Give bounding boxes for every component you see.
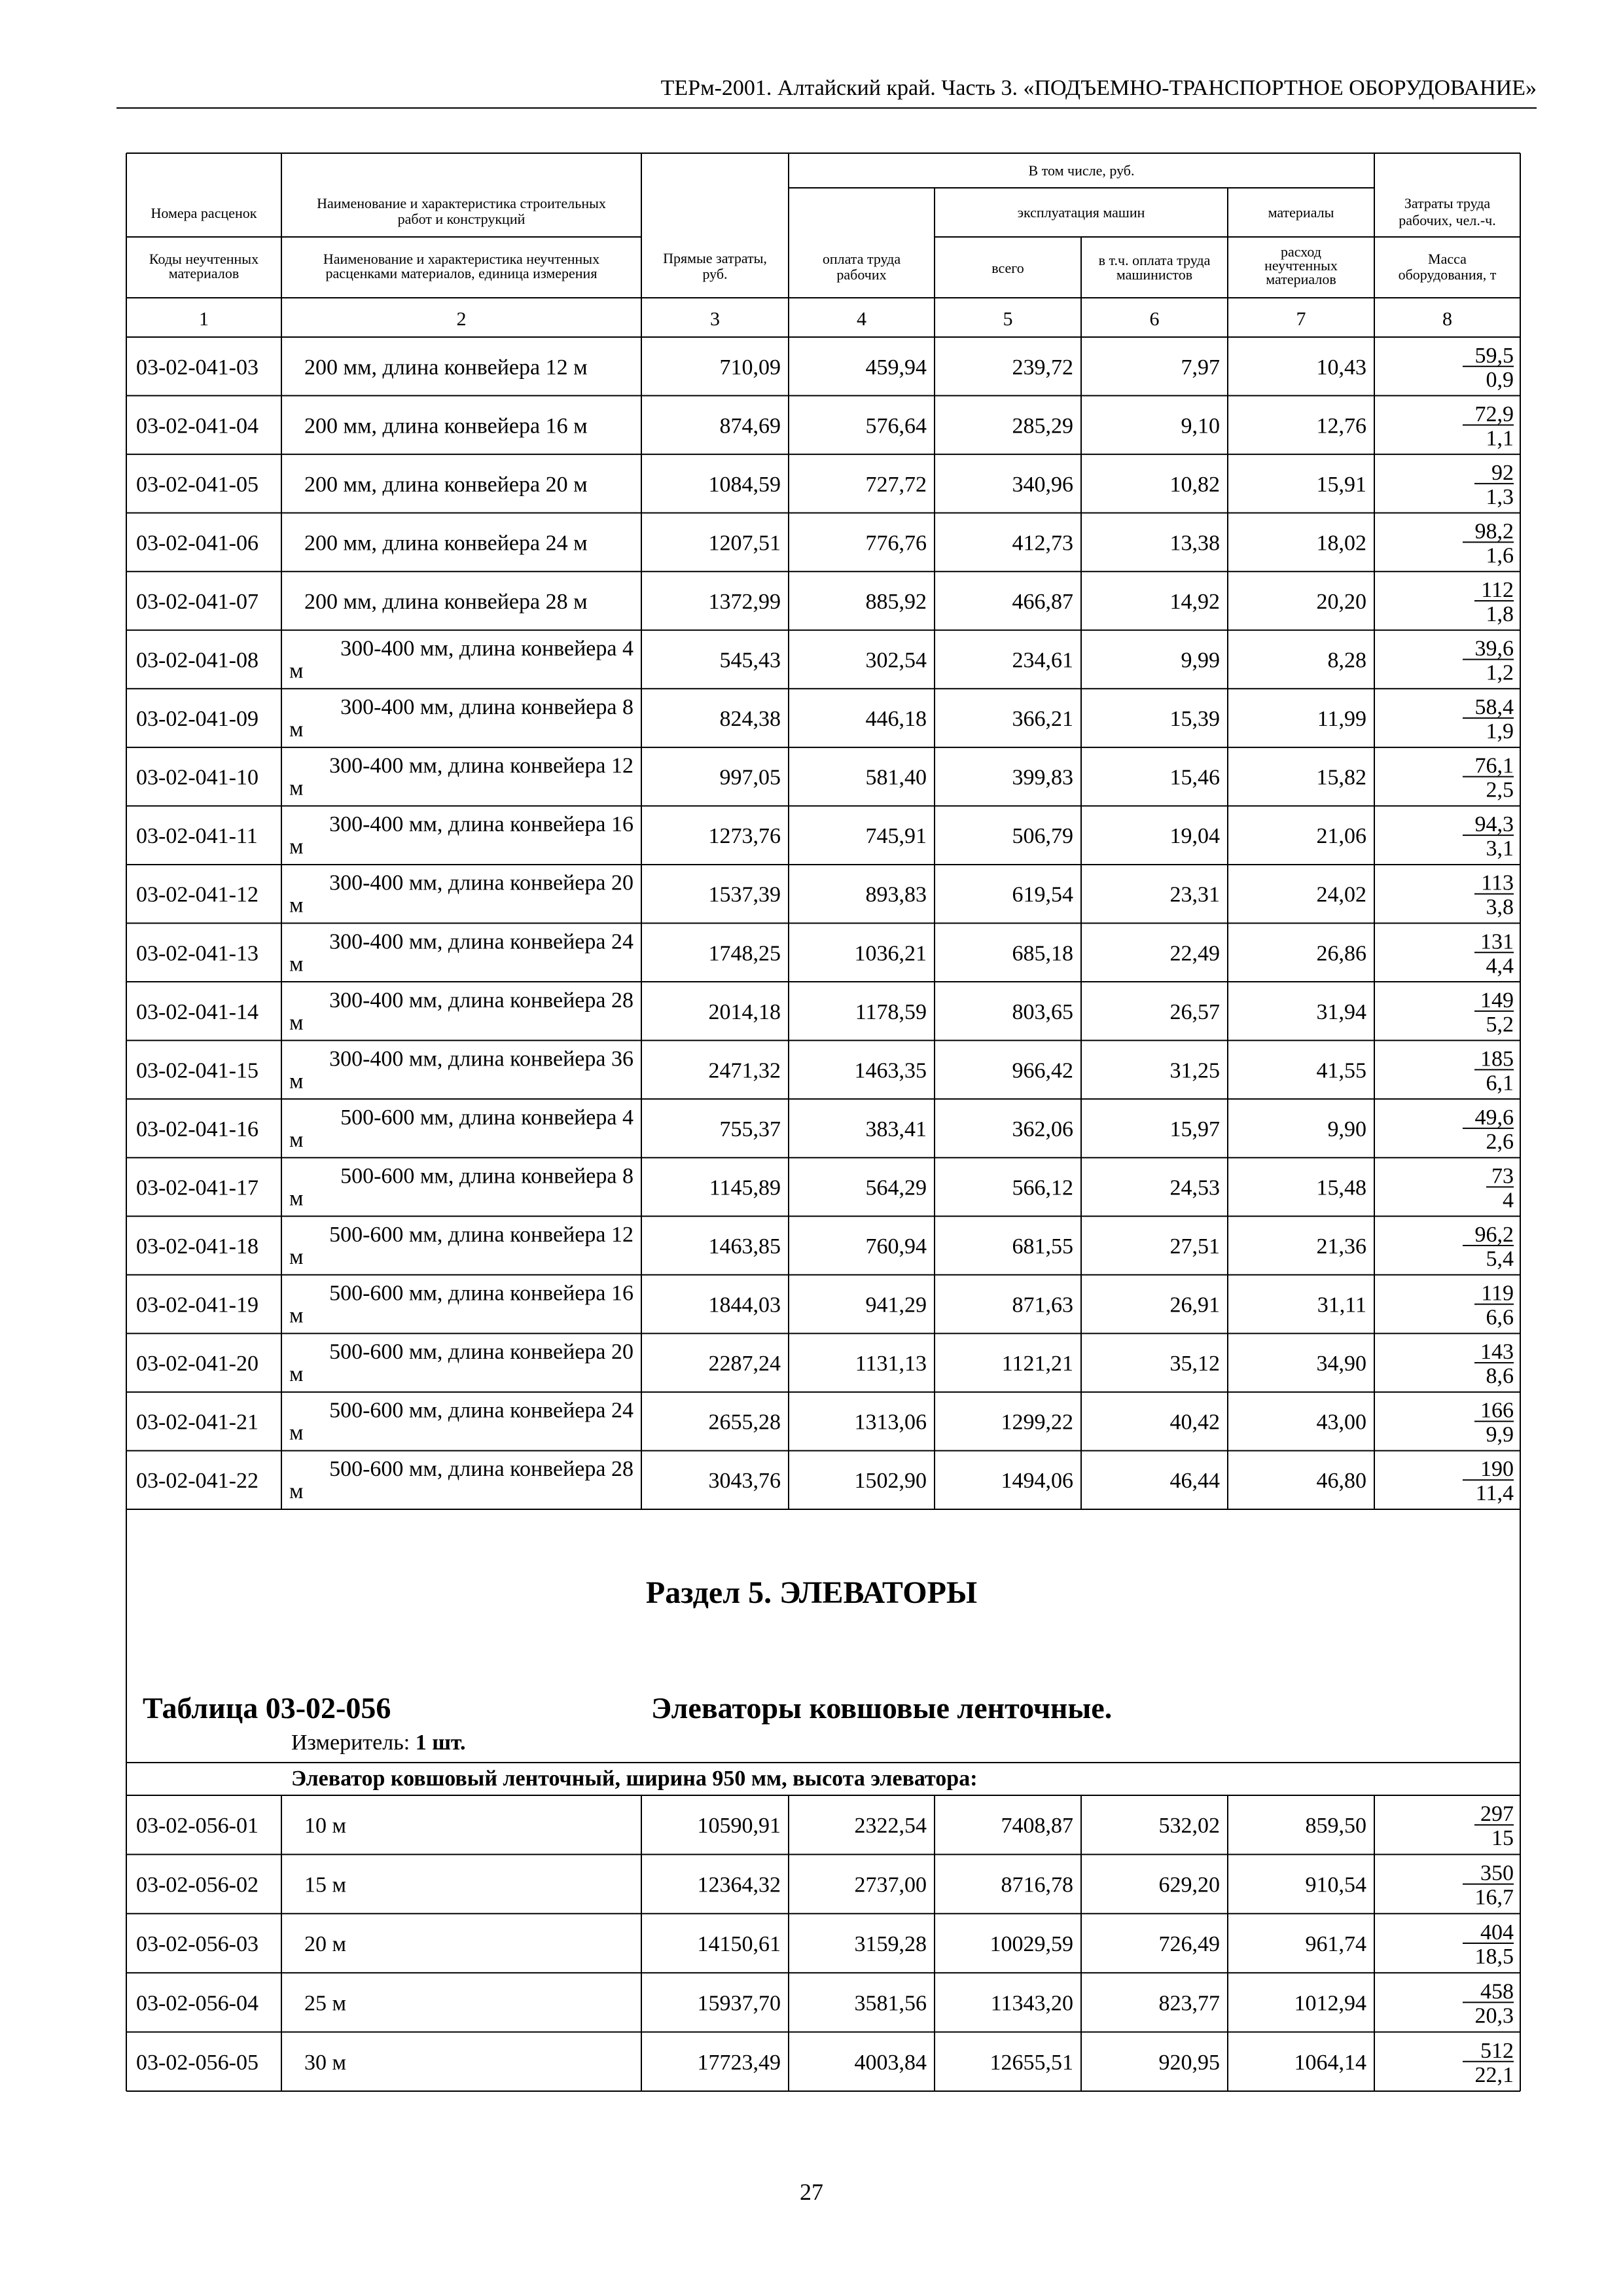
header-work-name: Наименование и характеристика строительных [317,195,606,211]
header-labor-hours: Затраты труда [1404,195,1491,211]
table-row-direct-costs: 1084,59 [708,472,781,497]
table-row-code: 03-02-041-10 [136,765,259,790]
table-row-equipment-mass: 3,1 [1486,836,1514,861]
table-row-name: 300-400 мм, длина конвейера 28 [329,988,633,1013]
header-labor-pay: оплата труда [822,251,901,267]
table-row-operator-pay: 46,44 [1169,1469,1220,1494]
table-row-operator-pay: 26,57 [1169,999,1220,1024]
table-row-equipment-mass: 3,8 [1486,895,1514,920]
table-row-direct-costs: 1537,39 [708,882,781,907]
table-row-machines-total: 340,96 [1012,472,1073,497]
table-row-code: 03-02-056-01 [136,1814,259,1839]
table-row-code: 03-02-041-05 [136,472,259,497]
table-row-operator-pay: 629,20 [1158,1873,1220,1897]
table-row-labor-hours: 131 [1480,929,1514,954]
table-row-machines-total: 1494,06 [1001,1469,1073,1494]
table-row-machines-total: 506,79 [1012,824,1073,849]
table-row-operator-pay: 19,04 [1169,824,1220,849]
table-row-name: 200 мм, длина конвейера 20 м [304,472,588,497]
table-row-machines-total: 12655,51 [990,2050,1073,2075]
table-row-operator-pay: 23,31 [1169,882,1220,907]
table-row-materials: 15,91 [1316,472,1366,497]
table-row-labor-hours: 297 [1480,1802,1514,1827]
table-row-code: 03-02-041-14 [136,999,259,1024]
table-row-equipment-mass: 6,1 [1486,1071,1514,1096]
table-row-labor-hours: 166 [1480,1398,1514,1423]
table-row-equipment-mass: 8,6 [1486,1364,1514,1389]
table-row-code: 03-02-056-05 [136,2050,259,2075]
table-row-labor-hours: 143 [1480,1340,1514,1365]
table-row-labor-pay: 576,64 [865,414,927,439]
table-row-code: 03-02-041-06 [136,531,259,556]
table-row-code: 03-02-041-19 [136,1293,259,1318]
column-number: 1 [199,308,209,330]
table-row-machines-total: 234,61 [1012,648,1073,673]
table-row-labor-hours: 458 [1480,1979,1514,2004]
table-row-name: 300-400 мм, длина конвейера 8 [340,695,633,720]
table-row-labor-hours: 185 [1480,1047,1514,1071]
header-material-consumption: материалов [1266,271,1336,287]
table-row-labor-pay: 1036,21 [854,941,927,966]
measure-value: 1 шт. [415,1731,466,1755]
table-row-materials: 15,82 [1316,765,1366,790]
header-direct-costs: Прямые затраты, [663,250,767,266]
table-row-name-unit: м [289,893,304,918]
table-row-direct-costs: 1748,25 [708,941,781,966]
table-row-operator-pay: 823,77 [1158,1991,1220,2016]
table-row-operator-pay: 9,99 [1181,648,1220,673]
table-row-code: 03-02-041-20 [136,1352,259,1376]
measure-label: Измеритель: [291,1731,416,1755]
table-row-materials: 18,02 [1316,531,1366,556]
table-row-operator-pay: 26,91 [1169,1293,1220,1318]
table-row-direct-costs: 1145,89 [709,1175,781,1200]
table-row-name: 200 мм, длина конвейера 12 м [304,355,588,380]
table-row-labor-hours: 350 [1480,1861,1514,1886]
table-row-name-unit: м [289,1069,304,1094]
table-row-name: 300-400 мм, длина конвейера 24 [329,929,633,954]
header-operator-pay: в т.ч. оплата труда [1098,252,1211,268]
table-row-labor-hours: 92 [1491,460,1514,485]
table-row-name: 200 мм, длина конвейера 28 м [304,589,588,614]
table-row-materials: 11,99 [1317,707,1366,732]
table-row-labor-pay: 1178,59 [855,999,927,1024]
table-row-direct-costs: 1463,85 [708,1234,781,1259]
page-number: 27 [800,2179,823,2205]
table-row-name-unit: м [289,1010,304,1035]
table-row-machines-total: 566,12 [1012,1175,1073,1200]
header-material-codes: Коды неучтенных [149,251,259,267]
table-row-machines-total: 285,29 [1012,414,1073,439]
table-row-equipment-mass: 11,4 [1475,1481,1514,1506]
table-row-name-unit: м [289,776,304,800]
table-row-labor-hours: 58,4 [1474,695,1514,720]
table-row-operator-pay: 7,97 [1181,355,1220,380]
table-row-materials: 41,55 [1316,1058,1366,1083]
table-row-direct-costs: 2287,24 [708,1352,781,1376]
table-row-labor-hours: 190 [1480,1457,1514,1482]
table-row-direct-costs: 10590,91 [697,1814,781,1839]
table-row-name-unit: м [289,1303,304,1328]
table-row-labor-hours: 112 [1481,577,1514,602]
table-row-name-unit: м [289,1420,304,1445]
table-row-labor-hours: 512 [1480,2038,1514,2063]
table-row-materials: 1012,94 [1294,1991,1366,2016]
header-equipment-mass: Масса [1428,251,1467,267]
table-row-machines-total: 8716,78 [1001,1873,1073,1897]
column-number: 4 [857,308,866,330]
table-row-equipment-mass: 1,2 [1486,660,1514,685]
table-row-materials: 20,20 [1316,589,1366,614]
table-row-labor-hours: 59,5 [1474,343,1514,368]
table-row-name-unit: м [289,1479,304,1504]
table-row-name-unit: м [289,658,304,683]
table-row-materials: 26,86 [1316,941,1366,966]
table-row-materials: 910,54 [1305,1873,1366,1897]
page-header-title: ТЕРм-2001. Алтайский край. Часть 3. «ПОДЪЕМНО-ТРАНСПОРТНОЕ ОБОРУДОВАНИЕ» [660,76,1537,100]
table-row-equipment-mass: 9,9 [1486,1422,1514,1447]
table-row-equipment-mass: 1,3 [1486,484,1514,509]
table-row-labor-hours: 39,6 [1474,636,1514,661]
header-work-name: работ и конструкций [397,211,526,227]
table-row-direct-costs: 755,37 [719,1117,781,1141]
table-row-operator-pay: 22,49 [1169,941,1220,966]
table-row-labor-pay: 446,18 [865,707,927,732]
header-labor-hours: рабочих, чел.-ч. [1399,212,1496,228]
table-row-labor-pay: 776,76 [865,531,927,556]
table-row-labor-pay: 1502,90 [854,1469,927,1494]
table-row-name: 500-600 мм, длина конвейера 8 [340,1164,633,1189]
column-number: 3 [710,308,720,330]
table-row-equipment-mass: 1,9 [1486,719,1514,744]
table-row-materials: 46,80 [1316,1469,1366,1494]
table-row-labor-pay: 383,41 [865,1117,927,1141]
table-row-operator-pay: 31,25 [1169,1058,1220,1083]
table-row-labor-pay: 4003,84 [854,2050,927,2075]
table-row-name: 500-600 мм, длина конвейера 16 [329,1281,633,1306]
table-row-equipment-mass: 2,5 [1486,778,1514,802]
table-row-labor-pay: 302,54 [865,648,927,673]
table-row-labor-pay: 2322,54 [854,1814,927,1839]
table-row-machines-total: 619,54 [1012,882,1073,907]
table-row-direct-costs: 2471,32 [708,1058,781,1083]
table-row-equipment-mass: 4,4 [1486,954,1514,978]
table-row-labor-hours: 404 [1480,1920,1514,1945]
table-row-code: 03-02-041-03 [136,355,259,380]
table-row-name-unit: м [289,1186,304,1211]
table-row-name: 300-400 мм, длина конвейера 36 [329,1047,633,1071]
table-row-operator-pay: 35,12 [1169,1352,1220,1376]
table-row-code: 03-02-041-15 [136,1058,259,1083]
table-row-direct-costs: 1372,99 [708,589,781,614]
table-row-name-unit: м [289,952,304,977]
header-labor-pay: рабочих [836,266,887,283]
table-row-code: 03-02-041-21 [136,1410,259,1435]
table-row-name: 500-600 мм, длина конвейера 28 [329,1457,633,1482]
table-row-materials: 961,74 [1305,1932,1366,1956]
table-row-name-unit: м [289,1362,304,1387]
header-machines-total: всего [991,260,1024,276]
header-material-codes: материалов [168,265,240,281]
table-row-name: 300-400 мм, длина конвейера 16 [329,812,633,837]
table-row-labor-pay: 3159,28 [854,1932,927,1956]
table-row-code: 03-02-056-03 [136,1932,259,1956]
table-row-direct-costs: 14150,61 [697,1932,781,1956]
table-row-materials: 43,00 [1316,1410,1366,1435]
header-machines: эксплуатация машин [1017,204,1145,221]
table-row-operator-pay: 10,82 [1169,472,1220,497]
table-row-code: 03-02-041-12 [136,882,259,907]
table-row-name: 10 м [304,1814,347,1839]
table-row-machines-total: 10029,59 [990,1932,1073,1956]
table-row-name-unit: м [289,717,304,742]
table-row-equipment-mass: 1,6 [1486,543,1514,568]
table-row-code: 03-02-041-22 [136,1469,259,1494]
table-row-code: 03-02-056-02 [136,1873,259,1897]
table-row-materials: 24,02 [1316,882,1366,907]
table-row-labor-pay: 3581,56 [854,1991,927,2016]
section-title: Раздел 5. ЭЛЕВАТОРЫ [645,1575,978,1610]
table-row-labor-hours: 72,9 [1474,402,1514,427]
table-row-machines-total: 11343,20 [990,1991,1073,2016]
table-row-labor-hours: 73 [1491,1164,1514,1189]
table-row-name: 30 м [304,2050,347,2075]
table-row-materials: 21,06 [1316,824,1366,849]
table-row-equipment-mass: 15 [1491,1826,1514,1851]
table-row-direct-costs: 824,38 [719,707,781,732]
table-row-labor-hours: 76,1 [1474,753,1514,778]
table-row-materials: 34,90 [1316,1352,1366,1376]
table-row-name-unit: м [289,834,304,859]
table-row-name: 20 м [304,1932,347,1956]
table-row-equipment-mass: 0,9 [1486,367,1514,392]
table-row-name: 300-400 мм, длина конвейера 4 [340,636,633,661]
table-row-name: 200 мм, длина конвейера 24 м [304,531,588,556]
table-row-equipment-mass: 1,1 [1486,426,1514,451]
table-row-materials: 1064,14 [1294,2050,1366,2075]
table-row-equipment-mass: 20,3 [1474,2003,1514,2028]
table-row-labor-pay: 893,83 [865,882,927,907]
column-number: 7 [1296,308,1306,330]
table-row-labor-hours: 149 [1480,988,1514,1013]
table-row-labor-pay: 1313,06 [854,1410,927,1435]
table-row-operator-pay: 532,02 [1158,1814,1220,1839]
table-row-materials: 31,94 [1316,999,1366,1024]
table-row-materials: 31,11 [1317,1293,1366,1318]
table-row-name-unit: м [289,1127,304,1152]
table-row-machines-total: 685,18 [1012,941,1073,966]
table-row-equipment-mass: 1,8 [1486,601,1514,626]
table-row-machines-total: 803,65 [1012,999,1073,1024]
header-material-name: Наименование и характеристика неучтенных [323,251,600,267]
header-operator-pay: машинистов [1116,266,1193,283]
table-row-materials: 21,36 [1316,1234,1366,1259]
table-row-equipment-mass: 22,1 [1474,2062,1514,2087]
column-number: 5 [1003,308,1013,330]
table-row-equipment-mass: 2,6 [1486,1129,1514,1154]
table-row-direct-costs: 3043,76 [708,1469,781,1494]
header-materials: материалы [1268,204,1334,221]
table-row-name: 200 мм, длина конвейера 16 м [304,414,588,439]
table-row-code: 03-02-041-04 [136,414,259,439]
table-row-machines-total: 7408,87 [1001,1814,1073,1839]
header-equipment-mass: оборудования, т [1398,266,1497,283]
table-row-direct-costs: 1273,76 [708,824,781,849]
table-row-machines-total: 1299,22 [1001,1410,1073,1435]
table-row-operator-pay: 15,39 [1169,707,1220,732]
table-row-labor-pay: 2737,00 [854,1873,927,1897]
table-row-operator-pay: 15,46 [1169,765,1220,790]
table-row-equipment-mass: 4 [1503,1188,1514,1213]
table-row-labor-pay: 564,29 [865,1175,927,1200]
table-row-name: 300-400 мм, длина конвейера 12 [329,753,633,778]
table-row-name: 500-600 мм, длина конвейера 24 [329,1398,633,1423]
table-row-equipment-mass: 5,2 [1486,1012,1514,1037]
table-row-direct-costs: 1844,03 [708,1293,781,1318]
table-row-machines-total: 871,63 [1012,1293,1073,1318]
table-row-labor-hours: 96,2 [1474,1223,1514,1247]
group-title: Элеватор ковшовый ленточный, ширина 950 мм, высота элеватора: [291,1767,978,1791]
table-row-materials: 12,76 [1316,414,1366,439]
header-material-consumption: расход [1281,243,1321,260]
column-number: 6 [1149,308,1160,330]
table-row-direct-costs: 997,05 [719,765,781,790]
table-row-labor-pay: 1131,13 [855,1352,927,1376]
header-material-consumption: неучтенных [1264,257,1338,274]
table-row-materials: 8,28 [1327,648,1366,673]
table-row-operator-pay: 24,53 [1169,1175,1220,1200]
table-row-operator-pay: 9,10 [1181,414,1220,439]
table-row-machines-total: 681,55 [1012,1234,1073,1259]
table-row-operator-pay: 13,38 [1169,531,1220,556]
table-row-direct-costs: 2014,18 [708,999,781,1024]
table-row-labor-pay: 885,92 [865,589,927,614]
table-row-direct-costs: 2655,28 [708,1410,781,1435]
table-row-materials: 9,90 [1327,1117,1366,1141]
table-row-name: 500-600 мм, длина конвейера 12 [329,1223,633,1247]
table-row-equipment-mass: 18,5 [1474,1945,1514,1969]
measure-unit [291,1731,466,1755]
header-direct-costs: руб. [702,266,728,282]
table-row-machines-total: 362,06 [1012,1117,1073,1141]
table-row-labor-pay: 760,94 [865,1234,927,1259]
table-row-code: 03-02-041-17 [136,1175,259,1200]
table-row-machines-total: 366,21 [1012,707,1073,732]
table-row-equipment-mass: 5,4 [1486,1247,1514,1272]
table-row-direct-costs: 545,43 [719,648,781,673]
table-row-labor-hours: 49,6 [1474,1105,1514,1130]
table-row-labor-hours: 98,2 [1474,519,1514,544]
table-row-labor-hours: 94,3 [1474,812,1514,837]
table-row-name: 500-600 мм, длина конвейера 4 [340,1105,633,1130]
table-row-labor-hours: 113 [1481,870,1514,895]
table-row-materials: 859,50 [1305,1814,1366,1839]
table-row-code: 03-02-041-16 [136,1117,259,1141]
table-row-labor-pay: 581,40 [865,765,927,790]
header-including: В том числе, руб. [1028,162,1135,179]
column-number: 2 [456,308,467,330]
table-number: Таблица 03-02-056 [143,1691,391,1725]
table-row-labor-pay: 745,91 [865,824,927,849]
table-row-name: 15 м [304,1873,347,1897]
table-row-machines-total: 239,72 [1012,355,1073,380]
table-row-code: 03-02-056-04 [136,1991,259,2016]
table-row-equipment-mass: 16,7 [1474,1885,1514,1910]
table-row-operator-pay: 27,51 [1169,1234,1220,1259]
table-row-code: 03-02-041-07 [136,589,259,614]
table-row-labor-pay: 941,29 [865,1293,927,1318]
table-row-equipment-mass: 6,6 [1486,1305,1514,1330]
table-row-machines-total: 412,73 [1012,531,1073,556]
table-row-machines-total: 966,42 [1012,1058,1073,1083]
table-row-direct-costs: 12364,32 [697,1873,781,1897]
table-row-name: 500-600 мм, длина конвейера 20 [329,1340,633,1365]
table-row-operator-pay: 15,97 [1169,1117,1220,1141]
table-row-direct-costs: 17723,49 [697,2050,781,2075]
table-row-code: 03-02-041-08 [136,648,259,673]
table-row-code: 03-02-041-18 [136,1234,259,1259]
table-title: Элеваторы ковшовые ленточные. [651,1691,1113,1725]
table-row-machines-total: 399,83 [1012,765,1073,790]
table-row-machines-total: 466,87 [1012,589,1073,614]
table-row-direct-costs: 710,09 [719,355,781,380]
column-number: 8 [1442,308,1452,330]
table-row-name-unit: м [289,1245,304,1270]
table-row-direct-costs: 1207,51 [708,531,781,556]
table-row-machines-total: 1121,21 [1001,1352,1073,1376]
table-row-direct-costs: 15937,70 [697,1991,781,2016]
table-row-code: 03-02-041-13 [136,941,259,966]
table-row-operator-pay: 920,95 [1158,2050,1220,2075]
header-rate-numbers: Номера расценок [151,205,257,221]
table-row-operator-pay: 726,49 [1158,1932,1220,1956]
table-row-operator-pay: 40,42 [1169,1410,1220,1435]
table-row-materials: 10,43 [1316,355,1366,380]
table-row-name: 25 м [304,1991,347,2016]
table-row-direct-costs: 874,69 [719,414,781,439]
table-row-labor-hours: 119 [1481,1281,1514,1306]
table-row-name: 300-400 мм, длина конвейера 20 [329,870,633,895]
header-material-name: расценками материалов, единица измерения [325,265,597,281]
table-row-materials: 15,48 [1316,1175,1366,1200]
table-row-operator-pay: 14,92 [1169,589,1220,614]
table-row-labor-pay: 459,94 [865,355,927,380]
table-row-labor-pay: 727,72 [865,472,927,497]
table-row-code: 03-02-041-11 [136,824,258,849]
table-row-labor-pay: 1463,35 [854,1058,927,1083]
table-row-code: 03-02-041-09 [136,707,259,732]
